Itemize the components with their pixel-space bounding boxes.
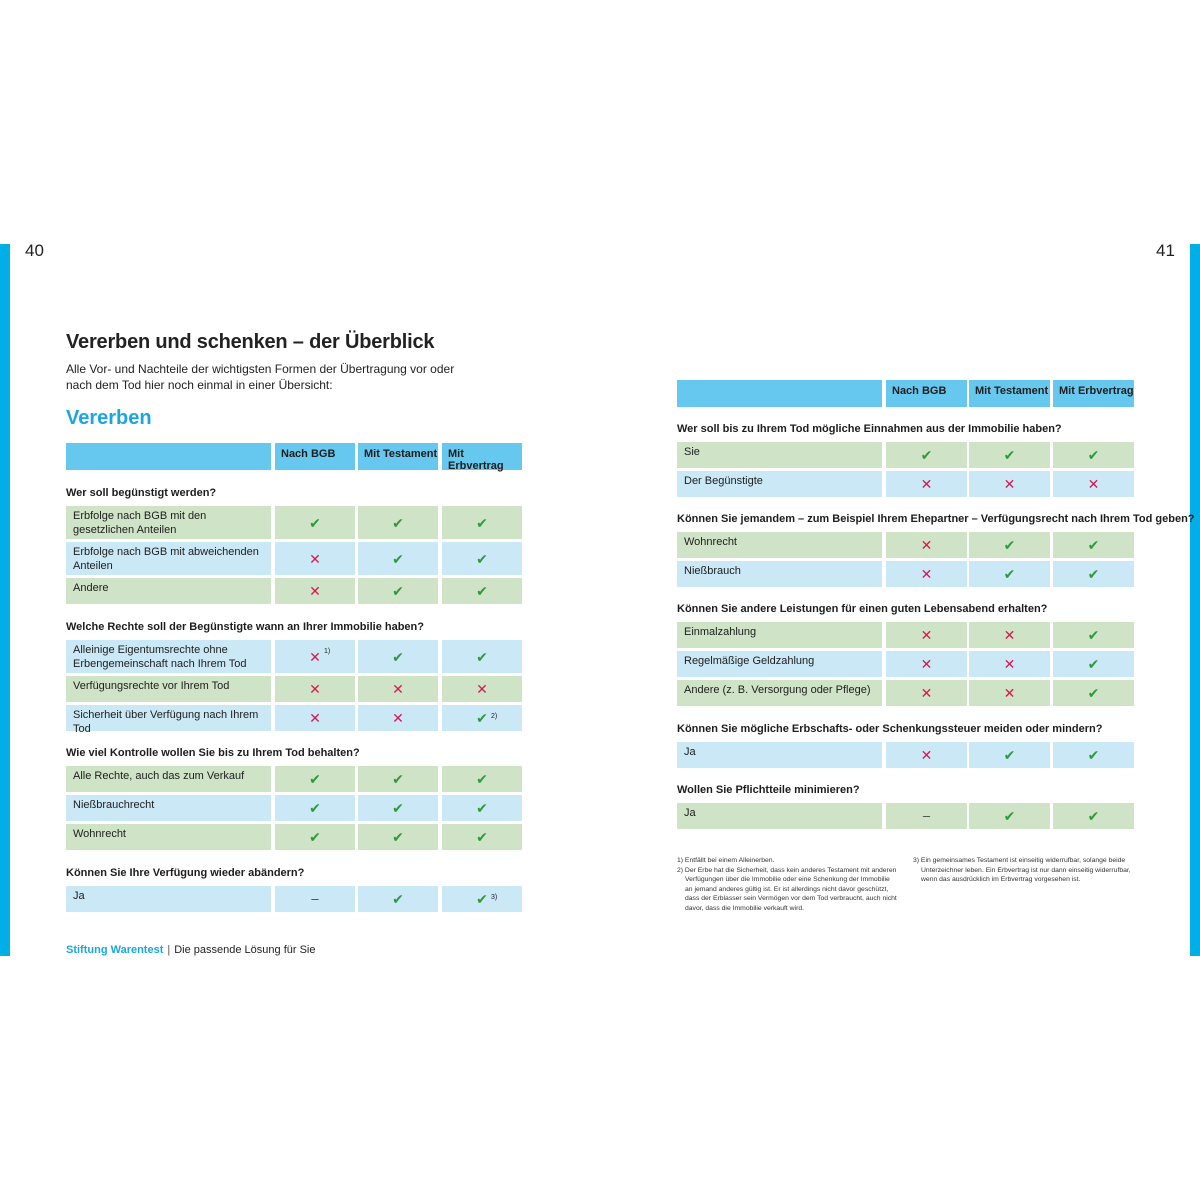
table-header-col xyxy=(969,380,1050,407)
value-cell xyxy=(358,542,438,575)
table-header-blank xyxy=(66,443,271,470)
question-heading: Können Sie jemandem – zum Beispiel Ihrem Ehepartner – Verfügungsrecht nach Ihrem Tod geben? xyxy=(677,513,1195,525)
check-icon: ✔ xyxy=(920,447,933,463)
value-cell xyxy=(886,561,967,587)
question-heading: Können Sie mögliche Erbschafts- oder Schenkungssteuer meiden oder mindern? xyxy=(677,723,1103,735)
value-cell xyxy=(969,680,1050,706)
question-heading: Welche Rechte soll der Begünstigte wann an Ihrer Immobilie haben? xyxy=(66,621,424,633)
check-icon: ✔ xyxy=(309,829,321,845)
page-title: Vererben und schenken – der Überblick xyxy=(66,331,435,353)
check-icon: ✔ xyxy=(392,771,404,787)
footnotes-right xyxy=(913,856,1135,885)
question-heading: Wer soll begünstigt werden? xyxy=(66,487,217,499)
table-header-blank xyxy=(677,380,882,407)
table-header-col xyxy=(358,443,438,470)
value-cell xyxy=(358,676,438,702)
row-label: Ja xyxy=(684,746,696,758)
value-cell xyxy=(1053,561,1134,587)
value-cell xyxy=(886,532,967,558)
value-cell xyxy=(275,578,355,604)
cross-icon: ✕ xyxy=(1003,685,1016,701)
left-edge-bar xyxy=(0,244,10,956)
row-label: Wohnrecht xyxy=(684,536,737,548)
cross-icon: ✕ xyxy=(309,583,321,599)
footer-separator: | xyxy=(167,944,171,956)
cross-icon: ✕ xyxy=(920,566,933,582)
value-cell xyxy=(275,795,355,821)
cross-icon: ✕ xyxy=(920,627,933,643)
value-cell xyxy=(886,742,967,768)
cross-icon: ✕ xyxy=(309,681,321,697)
row-label: Wohnrecht xyxy=(73,828,126,840)
table-header-col xyxy=(1053,380,1134,407)
value-cell xyxy=(1053,532,1134,558)
check-icon: ✔ xyxy=(309,514,321,531)
value-cell xyxy=(275,676,355,702)
row-label-cell xyxy=(66,578,271,604)
check-icon: ✔ xyxy=(476,550,488,567)
cross-icon: ✕ xyxy=(1003,656,1016,672)
row-label: Regelmäßige Geldzahlung xyxy=(684,655,815,667)
cross-icon: ✕ xyxy=(1003,627,1016,643)
table-row xyxy=(0,766,488,792)
value-cell xyxy=(886,680,967,706)
table-header-col xyxy=(442,443,522,470)
question-heading: Können Sie andere Leistungen für einen guten Lebensabend erhalten? xyxy=(677,603,1048,615)
table-row xyxy=(0,561,1100,587)
value-cell xyxy=(886,651,967,677)
row-label: Verfügungsrechte vor Ihrem Tod xyxy=(73,680,230,692)
row-label-cell xyxy=(66,542,271,575)
check-icon: ✔ xyxy=(392,829,404,845)
value-cell xyxy=(1053,803,1134,829)
check-icon: ✔ xyxy=(309,771,321,787)
value-cell xyxy=(969,651,1050,677)
question-heading: Können Sie Ihre Verfügung wieder abändern? xyxy=(66,867,305,879)
intro-text: Alle Vor- und Nachteile der wichtigsten Formen der Übertragung vor oder nach dem Tod hier noch einmal in einer Übersicht: xyxy=(66,362,455,392)
footnote-ref: 1) xyxy=(324,648,331,655)
check-icon: ✔ xyxy=(476,648,488,665)
value-cell xyxy=(275,506,355,539)
row-label: Andere (z. B. Versorgung oder Pflege) xyxy=(684,684,871,696)
question-heading: Wer soll bis zu Ihrem Tod mögliche Einnahmen aus der Immobilie haben? xyxy=(677,423,1062,435)
value-cell xyxy=(442,542,522,575)
value-cell xyxy=(969,471,1050,497)
footer-brand: Stiftung Warentest xyxy=(66,944,164,956)
row-label-cell xyxy=(677,651,882,677)
cross-icon: ✕ xyxy=(1003,476,1016,492)
row-label: Andere xyxy=(73,582,109,594)
check-icon: ✔ xyxy=(476,710,488,726)
dash-icon: – xyxy=(922,808,931,823)
row-label-cell xyxy=(677,803,882,829)
check-icon: ✔ xyxy=(309,800,321,816)
row-label: Alle Rechte, auch das zum Verkauf xyxy=(73,770,245,782)
row-label-cell xyxy=(677,561,882,587)
value-cell xyxy=(1053,471,1134,497)
value-cell xyxy=(969,442,1050,468)
table-header-col xyxy=(275,443,355,470)
value-cell xyxy=(358,705,438,731)
value-cell xyxy=(442,676,522,702)
row-label-cell xyxy=(66,640,271,673)
row-label: Sie xyxy=(684,446,700,458)
footnote-1: 1) Entfällt bei einem Alleinerben. xyxy=(677,857,775,864)
value-cell xyxy=(358,886,438,912)
value-cell xyxy=(886,803,967,829)
value-cell xyxy=(442,886,522,912)
check-icon: ✔ xyxy=(1087,566,1100,582)
value-cell xyxy=(1053,742,1134,768)
value-cell xyxy=(1053,442,1134,468)
value-cell xyxy=(886,622,967,648)
value-cell xyxy=(886,442,967,468)
column-label: Nach BGB xyxy=(892,385,947,397)
value-cell xyxy=(1053,622,1134,648)
footnote-3: 3) Ein gemeinsames Testament ist einseitig widerrufbar, solange beide Unterzeichner leben. Ein Erbvertrag ist nur dann einseitig widerrufbar, wenn das ausdrücklich im Erbvertrag vorgesehen ist. xyxy=(913,857,1131,883)
check-icon: ✔ xyxy=(1003,537,1016,553)
check-icon: ✔ xyxy=(392,891,404,907)
column-label: Mit Testament xyxy=(364,448,438,460)
section-title: Vererben xyxy=(66,407,152,429)
footnote-ref: 3) xyxy=(491,894,498,901)
value-cell xyxy=(358,766,438,792)
check-icon: ✔ xyxy=(1003,447,1016,463)
column-label: Mit Erbvertrag xyxy=(448,448,504,472)
check-icon: ✔ xyxy=(1003,747,1016,763)
value-cell xyxy=(969,742,1050,768)
check-icon: ✔ xyxy=(1003,566,1016,582)
cross-icon: ✕ xyxy=(920,747,933,763)
value-cell xyxy=(442,766,522,792)
cross-icon: ✕ xyxy=(392,681,404,697)
row-label-cell xyxy=(66,676,271,702)
check-icon: ✔ xyxy=(392,550,404,567)
question-heading: Wie viel Kontrolle wollen Sie bis zu Ihrem Tod behalten? xyxy=(66,747,360,759)
row-label-cell xyxy=(66,506,271,539)
cross-icon: ✕ xyxy=(920,656,933,672)
row-label-cell xyxy=(66,705,271,735)
cross-icon: ✕ xyxy=(920,685,933,701)
page-number-left: 40 xyxy=(25,241,44,260)
row-label-cell xyxy=(677,742,882,768)
check-icon: ✔ xyxy=(476,829,488,845)
value-cell xyxy=(442,824,522,850)
row-label: Der Begünstigte xyxy=(684,475,763,487)
value-cell xyxy=(1053,651,1134,677)
row-label-cell xyxy=(677,532,882,558)
check-icon: ✔ xyxy=(1087,656,1100,672)
check-icon: ✔ xyxy=(476,514,488,531)
value-cell xyxy=(358,578,438,604)
check-icon: ✔ xyxy=(476,891,488,907)
value-cell xyxy=(358,795,438,821)
check-icon: ✔ xyxy=(1087,808,1100,824)
value-cell xyxy=(275,640,355,673)
column-label: Mit Erbvertrag xyxy=(1059,385,1134,397)
row-label: Erbfolge nach BGB mit abweichenden Anteilen xyxy=(73,546,259,572)
value-cell xyxy=(969,622,1050,648)
table-row xyxy=(0,532,1100,558)
right-edge-bar xyxy=(1190,244,1200,956)
row-label: Ja xyxy=(684,807,696,819)
footer xyxy=(66,944,316,956)
row-label-cell xyxy=(677,471,882,497)
check-icon: ✔ xyxy=(1087,747,1100,763)
footnotes-left xyxy=(677,856,899,913)
value-cell xyxy=(886,471,967,497)
value-cell xyxy=(1053,680,1134,706)
check-icon: ✔ xyxy=(1087,537,1100,553)
footnote-ref: 2) xyxy=(491,713,498,720)
check-icon: ✔ xyxy=(1003,808,1016,824)
row-label: Ja xyxy=(73,890,85,902)
column-label: Mit Testament xyxy=(975,385,1049,397)
check-icon: ✔ xyxy=(392,800,404,816)
cross-icon: ✕ xyxy=(309,550,321,567)
value-cell xyxy=(969,532,1050,558)
cross-icon: ✕ xyxy=(392,710,404,726)
value-cell xyxy=(358,640,438,673)
check-icon: ✔ xyxy=(1087,685,1100,701)
cross-icon: ✕ xyxy=(309,710,321,726)
check-icon: ✔ xyxy=(476,583,488,599)
value-cell xyxy=(442,795,522,821)
value-cell xyxy=(442,705,522,731)
cross-icon: ✕ xyxy=(920,476,933,492)
row-label: Einmalzahlung xyxy=(684,626,757,638)
question-heading: Wollen Sie Pflichtteile minimieren? xyxy=(677,784,860,796)
row-label: Nießbrauch xyxy=(684,565,741,577)
value-cell xyxy=(969,803,1050,829)
check-icon: ✔ xyxy=(1087,447,1100,463)
value-cell xyxy=(969,561,1050,587)
cross-icon: ✕ xyxy=(920,537,933,553)
row-label: Alleinige Eigentumsrechte ohne Erbengemeinschaft nach Ihrem Tod xyxy=(73,644,247,670)
value-cell xyxy=(275,542,355,575)
value-cell xyxy=(358,506,438,539)
check-icon: ✔ xyxy=(1087,627,1100,643)
value-cell xyxy=(442,506,522,539)
check-icon: ✔ xyxy=(476,771,488,787)
value-cell xyxy=(275,886,355,912)
value-cell xyxy=(442,640,522,673)
row-label-cell xyxy=(66,886,271,912)
value-cell xyxy=(275,824,355,850)
check-icon: ✔ xyxy=(476,800,488,816)
row-label-cell xyxy=(66,766,271,792)
cross-icon: ✕ xyxy=(476,681,488,697)
dash-icon: – xyxy=(311,891,319,906)
check-icon: ✔ xyxy=(392,514,404,531)
value-cell xyxy=(358,824,438,850)
footnote-2: 2) Der Erbe hat die Sicherheit, dass kein anderes Testament mit anderen Verfügungen über die Immobilie oder eine Schenkung der Immobilie an jemand anderes gültig ist. Er ist allerdings nicht davor geschützt, dass der Erblasser sein Vermögen vor dem Tod verbraucht, auch nicht davor, dass die Immobilie verkauft wird. xyxy=(677,866,897,912)
row-label-cell xyxy=(677,622,882,648)
row-label-cell xyxy=(66,824,271,850)
table-row xyxy=(0,705,498,735)
table-header-col xyxy=(886,380,967,407)
check-icon: ✔ xyxy=(392,648,404,665)
row-label-cell xyxy=(677,442,882,468)
row-label-cell xyxy=(66,795,271,821)
row-label-cell xyxy=(677,680,882,706)
cross-icon: ✕ xyxy=(309,648,321,665)
cross-icon: ✕ xyxy=(1087,476,1100,492)
value-cell xyxy=(275,766,355,792)
page-number-right: 41 xyxy=(1156,241,1175,260)
check-icon: ✔ xyxy=(392,583,404,599)
row-label: Nießbrauchrecht xyxy=(73,799,155,811)
row-label: Erbfolge nach BGB mit den gesetzlichen Anteilen xyxy=(73,510,207,536)
value-cell xyxy=(275,705,355,731)
footer-text: Die passende Lösung für Sie xyxy=(174,944,316,956)
value-cell xyxy=(442,578,522,604)
table-row xyxy=(0,886,498,912)
row-label: Sicherheit über Verfügung nach Ihrem Tod xyxy=(73,709,259,735)
column-label: Nach BGB xyxy=(281,448,336,460)
